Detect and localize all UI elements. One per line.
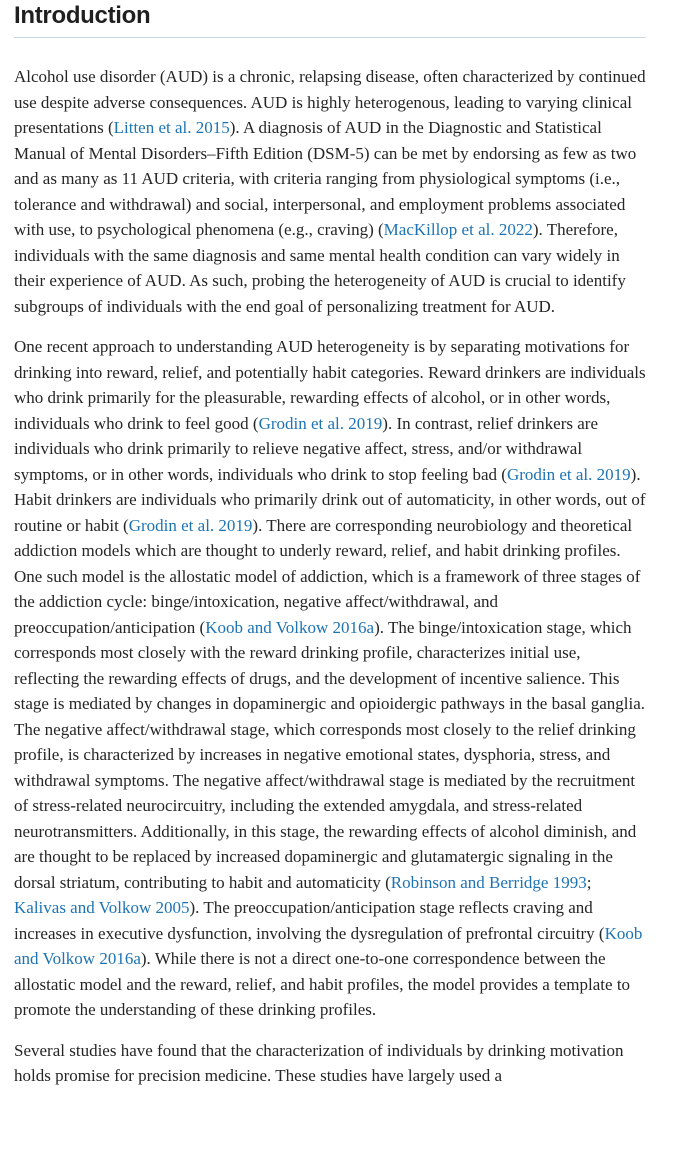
citation-link[interactable]: Kalivas and Volkow 2005 — [14, 898, 190, 917]
paragraph-text: ). In contrast, relief drinkers are individuals who drink primarily to relieve negative affect, stress, and/or withdrawal symptoms, or in other words, individuals who drink to stop feeling bad ( — [14, 413, 598, 484]
citation-link[interactable]: MacKillop et al. 2022 — [383, 220, 533, 239]
paragraph-text: ). While there is not a direct one-to-one correspondence between the allostatic model and the reward, relief, and habit profiles, the model provides a template to promote the understanding of these drinking profiles. — [14, 949, 631, 1019]
citation-link[interactable]: Grodin et al. 2019 — [128, 515, 253, 535]
citation-link[interactable]: Koob and Volkow 2016a — [205, 617, 375, 637]
paragraph — [14, 64, 646, 319]
section-heading: Introduction — [14, 2, 151, 29]
paragraph-text: ). Therefore, individuals with the same diagnosis and same mental health condition can vary widely in their experience of AUD. As such, probing the heterogeneity of AUD is crucial to identify subgroups of individuals with the end goal of personalizing treatment for AUD. — [14, 220, 626, 316]
citation-link[interactable]: Grodin et al. 2019 — [258, 413, 383, 433]
section-divider — [14, 37, 646, 38]
paragraph-text: ). Habit drinkers are individuals who primarily drink out of automaticity, in other words, out of routine or habit ( — [14, 464, 646, 535]
paragraph-text: Several studies have found that the characterization of individuals by drinking motivation holds promise for precision medicine. These studies have largely used a — [14, 1040, 624, 1085]
paragraph-text: ). The binge/intoxication stage, which corresponds most closely with the reward drinking profile, characterizes initial use, reflecting the rewarding effects of drugs, and the development of incentive salience. This stage is mediated by changes in dopaminergic and opioidergic pathways in the basal ganglia. The negative affect/withdrawal stage, which corresponds most closely to the relief drinking profile, is characterized by increases in negative emotional states, dysphoria, stress, and withdrawal symptoms. The negative affect/withdrawal stage is mediated by the recruitment of stress-related neurocircuitry, including the extended amygdala, and stress-related neurotransmitters. Additionally, in this stage, the rewarding effects of alcohol diminish, and are thought to be replaced by increased dopaminergic and glutamatergic signaling in the dorsal striatum, contributing to habit and automaticity ( — [14, 617, 646, 892]
citation-link[interactable]: Litten et al. 2015 — [113, 118, 230, 137]
paragraph-text: ; — [586, 872, 592, 892]
paragraph-text: ). A diagnosis of AUD in the Diagnostic and Statistical Manual of Mental Disorders–Fifth Edition (DSM-5) can be met by endorsing as few as two and as many as 11 AUD criteria, with criteria ranging from physiological symptoms (i.e., tolerance and withdrawal) and social, interpersonal, and employment problems associated with use, to psychological phenomena (e.g., craving) ( — [14, 118, 637, 239]
citation-link[interactable]: Robinson and Berridge 1993 — [390, 872, 587, 892]
paragraph-text: ). There are corresponding neurobiology and theoretical addiction models which are thought to underly reward, relief, and habit drinking profiles. One such model is the allostatic model of addiction, which is a framework of three stages of the addiction cycle: binge/intoxication, negative affect/withdrawal, and preoccupation/anticipation ( — [14, 515, 641, 637]
paragraph-text: Alcohol use disorder (AUD) is a chronic, relapsing disease, often characterized by continued use despite adverse consequences. AUD is highly heterogenous, leading to varying clinical presentations ( — [14, 67, 646, 137]
paragraph-text: One recent approach to understanding AUD heterogeneity is by separating motivations for drinking into reward, relief, and potentially habit categories. Reward drinkers are individuals who drink primarily for the pleasurable, rewarding effects of alcohol, or in other words, individuals who drink to feel good ( — [14, 337, 646, 433]
citation-link[interactable]: Koob and Volkow 2016a — [14, 923, 643, 968]
paragraph-text: ). The preoccupation/anticipation stage reflects craving and increases in executive dysfunction, involving the dysregulation of prefrontal circuitry ( — [14, 898, 605, 943]
paragraph — [14, 1038, 646, 1089]
citation-link[interactable]: Grodin et al. 2019 — [506, 464, 631, 484]
paragraph — [14, 334, 646, 1023]
paragraphs-container — [14, 64, 646, 1089]
